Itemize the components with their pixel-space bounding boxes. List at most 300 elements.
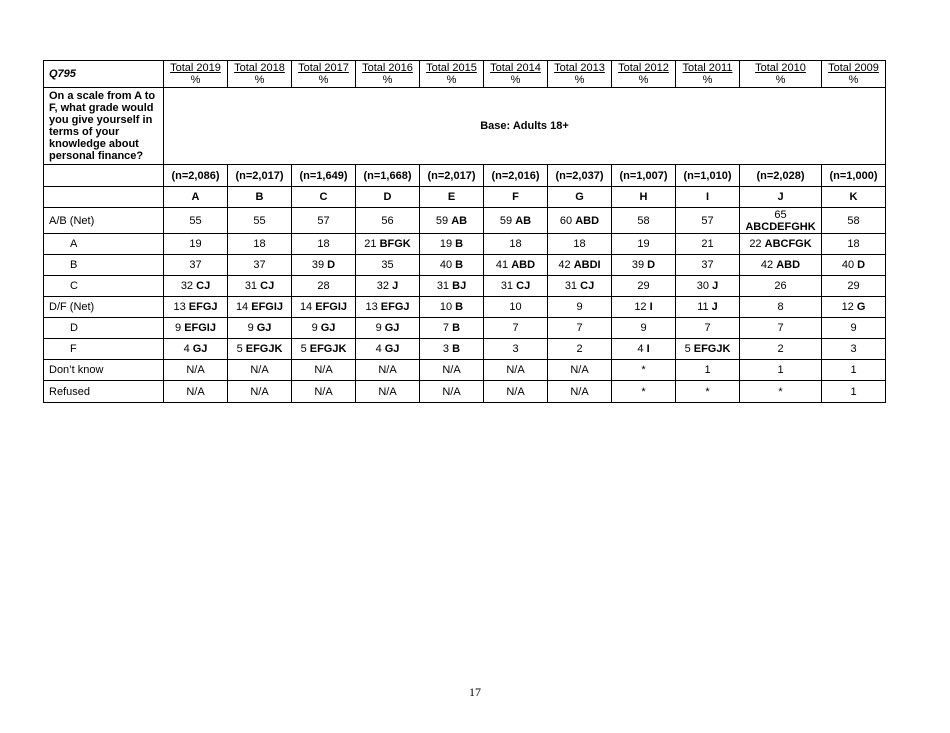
data-cell xyxy=(228,276,292,297)
cell-value: N/A xyxy=(506,385,525,398)
data-cell xyxy=(164,234,228,255)
significance-letters: J xyxy=(392,280,399,292)
cell-value: 18 xyxy=(253,238,266,250)
cell-value: 31 xyxy=(436,280,450,292)
data-cell xyxy=(420,360,484,381)
cell-value: N/A xyxy=(186,385,205,398)
cell-value: 2 xyxy=(576,343,583,355)
header-row xyxy=(44,61,886,88)
column-header xyxy=(740,61,822,88)
cell-value: 9 xyxy=(850,322,857,334)
sample-size: (n=1,649) xyxy=(292,165,356,187)
data-cell xyxy=(484,276,548,297)
significance-letters: ABD xyxy=(776,259,801,271)
cell-value: 4 xyxy=(375,343,382,355)
data-cell xyxy=(164,208,228,234)
column-header xyxy=(676,61,740,88)
data-cell xyxy=(356,339,420,360)
data-cell xyxy=(484,234,548,255)
data-cell xyxy=(420,297,484,318)
column-letter: I xyxy=(676,187,740,208)
data-cell xyxy=(356,360,420,381)
column-unit: % xyxy=(318,74,329,86)
column-name: Total 2012 xyxy=(618,62,669,74)
data-cell xyxy=(228,318,292,339)
data-cell xyxy=(228,297,292,318)
cell-value: 9 xyxy=(311,322,318,334)
table-row xyxy=(44,381,886,403)
column-header xyxy=(612,61,676,88)
cell-value: 1 xyxy=(704,364,711,376)
data-cell xyxy=(740,255,822,276)
data-cell xyxy=(612,234,676,255)
sample-size: (n=2,028) xyxy=(740,165,822,187)
data-cell xyxy=(420,381,484,403)
column-unit: % xyxy=(775,74,786,86)
column-letter: E xyxy=(420,187,484,208)
data-cell xyxy=(356,234,420,255)
data-cell xyxy=(822,339,886,360)
data-cell xyxy=(676,381,740,403)
data-cell xyxy=(740,297,822,318)
data-cell xyxy=(676,276,740,297)
row-label: D/F (Net) xyxy=(44,297,164,318)
cell-value: 18 xyxy=(573,238,586,250)
column-letter: H xyxy=(612,187,676,208)
data-cell xyxy=(484,360,548,381)
sample-size-row xyxy=(44,165,886,187)
cell-value: 10 xyxy=(509,301,522,313)
cell-value: 32 xyxy=(376,280,390,292)
data-cell xyxy=(548,276,612,297)
cell-value: N/A xyxy=(378,385,397,398)
results-table xyxy=(43,60,886,403)
cell-value: 7 xyxy=(777,322,784,334)
data-cell xyxy=(228,339,292,360)
cell-value: 7 xyxy=(442,322,450,334)
cell-value: 3 xyxy=(512,343,519,355)
cell-value: 31 xyxy=(500,280,514,292)
data-cell xyxy=(356,255,420,276)
significance-letters: AB xyxy=(451,214,468,227)
significance-letters: EFGJK xyxy=(693,343,731,355)
significance-letters: EFGJK xyxy=(245,343,283,355)
cell-value: 21 xyxy=(701,238,714,250)
significance-letters: GJ xyxy=(192,343,208,355)
cell-value: N/A xyxy=(314,364,333,376)
data-cell xyxy=(164,255,228,276)
column-unit: % xyxy=(638,74,649,86)
row-label: A xyxy=(44,234,164,255)
data-cell xyxy=(420,255,484,276)
data-cell xyxy=(292,318,356,339)
data-cell xyxy=(612,339,676,360)
cell-value: 12 xyxy=(841,301,854,313)
significance-letters: AB xyxy=(515,214,532,227)
column-header xyxy=(822,61,886,88)
sample-size: (n=1,007) xyxy=(612,165,676,187)
cell-value: 18 xyxy=(509,238,522,250)
sample-size: (n=1,010) xyxy=(676,165,740,187)
data-cell xyxy=(822,381,886,403)
data-cell xyxy=(822,208,886,234)
column-header xyxy=(548,61,612,88)
column-unit: % xyxy=(190,74,201,86)
table-row xyxy=(44,360,886,381)
cell-value: 19 xyxy=(439,238,453,250)
cell-value: 42 xyxy=(760,259,774,271)
column-unit: % xyxy=(702,74,713,86)
data-cell xyxy=(292,234,356,255)
data-cell xyxy=(548,381,612,403)
data-cell xyxy=(548,360,612,381)
data-cell xyxy=(484,208,548,234)
page-number: 17 xyxy=(469,685,481,699)
significance-letters: ABCDEFGHK xyxy=(745,220,816,233)
data-cell xyxy=(822,318,886,339)
data-cell xyxy=(292,255,356,276)
data-cell xyxy=(356,208,420,234)
data-cell xyxy=(676,297,740,318)
row-label: C xyxy=(44,276,164,297)
significance-letters: BJ xyxy=(452,280,467,292)
cell-value: N/A xyxy=(378,364,397,376)
data-cell xyxy=(292,360,356,381)
cell-value: N/A xyxy=(186,364,205,376)
cell-value: 39 xyxy=(631,259,645,271)
cell-value: 57 xyxy=(701,214,714,227)
data-cell xyxy=(484,255,548,276)
cell-value: N/A xyxy=(506,364,525,376)
cell-value: 3 xyxy=(442,343,450,355)
cell-value: 32 xyxy=(180,280,194,292)
data-cell xyxy=(228,255,292,276)
data-cell xyxy=(676,339,740,360)
sample-size: (n=2,017) xyxy=(228,165,292,187)
data-cell xyxy=(228,381,292,403)
data-cell xyxy=(292,208,356,234)
column-name: Total 2016 xyxy=(362,62,413,74)
row-label: F xyxy=(44,339,164,360)
cell-value: 55 xyxy=(189,214,202,227)
row-label: Refused xyxy=(44,381,164,403)
cell-value: 5 xyxy=(684,343,691,355)
data-cell xyxy=(740,276,822,297)
data-cell xyxy=(228,208,292,234)
sample-size: (n=2,017) xyxy=(420,165,484,187)
sample-size: (n=2,037) xyxy=(548,165,612,187)
data-cell xyxy=(356,381,420,403)
cell-value: 3 xyxy=(850,343,857,355)
column-name: Total 2010 xyxy=(755,62,806,74)
table-row xyxy=(44,208,886,234)
cell-value: 9 xyxy=(247,322,254,334)
significance-letters: D xyxy=(327,259,336,271)
data-cell xyxy=(420,339,484,360)
data-cell xyxy=(292,276,356,297)
significance-letters: EFGIJ xyxy=(315,301,348,313)
data-cell xyxy=(676,318,740,339)
data-cell xyxy=(548,318,612,339)
data-cell xyxy=(420,318,484,339)
table-row xyxy=(44,339,886,360)
cell-value: * xyxy=(778,385,783,398)
cell-value: 1 xyxy=(850,385,857,398)
significance-letters: J xyxy=(712,280,719,292)
column-unit: % xyxy=(446,74,457,86)
column-letter: J xyxy=(740,187,822,208)
data-cell xyxy=(420,234,484,255)
data-cell xyxy=(612,318,676,339)
data-cell xyxy=(548,297,612,318)
column-name: Total 2014 xyxy=(490,62,541,74)
significance-letters: ABCFGK xyxy=(764,238,812,250)
row-label: Don’t know xyxy=(44,360,164,381)
cell-value: 7 xyxy=(576,322,583,334)
cell-value: 9 xyxy=(175,322,182,334)
cell-value: N/A xyxy=(314,385,333,398)
column-letter: G xyxy=(548,187,612,208)
cell-value: 1 xyxy=(777,364,784,376)
column-name: Total 2009 xyxy=(828,62,879,74)
table-row xyxy=(44,318,886,339)
cell-value: 59 xyxy=(435,214,449,227)
cell-value: 5 xyxy=(300,343,307,355)
cell-value: N/A xyxy=(442,364,461,376)
data-cell xyxy=(740,381,822,403)
data-cell xyxy=(420,276,484,297)
cell-value: N/A xyxy=(570,385,589,398)
data-cell xyxy=(676,208,740,234)
cell-value: 57 xyxy=(317,214,330,227)
cell-value: 21 xyxy=(364,238,377,250)
cell-value: 18 xyxy=(317,238,330,250)
data-cell xyxy=(356,297,420,318)
table-row xyxy=(44,276,886,297)
cell-value: 37 xyxy=(253,259,266,271)
column-unit: % xyxy=(848,74,859,86)
sample-size: (n=1,000) xyxy=(822,165,886,187)
data-cell xyxy=(164,339,228,360)
column-letter: F xyxy=(484,187,548,208)
data-cell xyxy=(740,208,822,234)
data-cell xyxy=(822,360,886,381)
data-cell xyxy=(228,360,292,381)
significance-letters: CJ xyxy=(516,280,531,292)
sample-size: (n=2,016) xyxy=(484,165,548,187)
cell-value: * xyxy=(705,385,710,398)
cell-value: 9 xyxy=(375,322,382,334)
cell-value: 14 xyxy=(299,301,313,313)
data-cell xyxy=(420,208,484,234)
significance-letters: GJ xyxy=(256,322,272,334)
cell-value: 40 xyxy=(439,259,453,271)
data-cell xyxy=(740,360,822,381)
data-cell xyxy=(356,318,420,339)
data-cell xyxy=(822,255,886,276)
row-label: A/B (Net) xyxy=(44,208,164,234)
cell-value: 31 xyxy=(244,280,258,292)
cell-value: 12 xyxy=(634,301,647,313)
cell-value: 30 xyxy=(696,280,710,292)
cell-value: 9 xyxy=(640,322,647,334)
cell-value: 11 xyxy=(697,301,709,313)
cell-value: * xyxy=(641,364,646,376)
cell-value: 2 xyxy=(777,343,784,355)
column-unit: % xyxy=(510,74,521,86)
cell-value: 65 xyxy=(774,208,787,221)
data-cell xyxy=(484,318,548,339)
base-label: Base: Adults 18+ xyxy=(164,88,886,165)
cell-value: 13 xyxy=(365,301,378,313)
significance-letters: B xyxy=(452,343,461,355)
column-letter: B xyxy=(228,187,292,208)
cell-value: 4 xyxy=(637,343,644,355)
significance-letters: B xyxy=(455,259,464,271)
data-cell xyxy=(740,339,822,360)
sample-size: (n=2,086) xyxy=(164,165,228,187)
column-header xyxy=(164,61,228,88)
cell-value: 8 xyxy=(777,301,784,313)
question-id: Q795 xyxy=(44,61,164,88)
column-header xyxy=(292,61,356,88)
data-cell xyxy=(822,276,886,297)
data-cell xyxy=(612,208,676,234)
significance-letters: J xyxy=(711,301,718,313)
column-header xyxy=(420,61,484,88)
data-cell xyxy=(292,297,356,318)
significance-letters: D xyxy=(647,259,656,271)
column-header xyxy=(484,61,548,88)
column-letter: A xyxy=(164,187,228,208)
cell-value: 29 xyxy=(637,280,650,292)
data-cell xyxy=(228,234,292,255)
data-cell xyxy=(612,297,676,318)
significance-letters: EFGJ xyxy=(380,301,410,313)
cell-value: 60 xyxy=(559,214,573,227)
significance-letters: B xyxy=(452,322,461,334)
cell-value: 19 xyxy=(637,238,650,250)
data-cell xyxy=(612,255,676,276)
cell-value: 56 xyxy=(381,214,394,227)
significance-letters: GJ xyxy=(384,343,400,355)
significance-letters: ABDI xyxy=(573,259,601,271)
cell-value: N/A xyxy=(570,364,589,376)
significance-letters: EFGJ xyxy=(188,301,218,313)
cell-value: 1 xyxy=(850,364,857,376)
column-letter-row xyxy=(44,187,886,208)
cell-value: 28 xyxy=(317,280,330,292)
cell-value: 13 xyxy=(173,301,186,313)
cell-value: 10 xyxy=(439,301,453,313)
significance-letters: I xyxy=(646,343,650,355)
data-cell xyxy=(164,276,228,297)
significance-letters: GJ xyxy=(384,322,400,334)
cell-value: 19 xyxy=(189,238,202,250)
cell-value: 42 xyxy=(558,259,571,271)
cell-value: 39 xyxy=(311,259,325,271)
data-cell xyxy=(164,297,228,318)
data-cell xyxy=(484,339,548,360)
data-cell xyxy=(676,360,740,381)
data-cell xyxy=(676,234,740,255)
cell-value: 35 xyxy=(381,259,394,271)
column-letter: C xyxy=(292,187,356,208)
cell-value: 37 xyxy=(701,259,714,271)
table-row xyxy=(44,297,886,318)
data-cell xyxy=(740,234,822,255)
column-name: Total 2015 xyxy=(426,62,477,74)
data-cell xyxy=(292,339,356,360)
cell-value: N/A xyxy=(250,385,269,398)
column-header xyxy=(228,61,292,88)
data-cell xyxy=(822,234,886,255)
cell-value: 7 xyxy=(512,322,519,334)
data-cell xyxy=(612,381,676,403)
cell-value: 58 xyxy=(847,214,860,227)
cell-value: 37 xyxy=(189,259,202,271)
data-cell xyxy=(548,234,612,255)
cell-value: 18 xyxy=(847,238,860,250)
data-cell xyxy=(548,255,612,276)
cell-value: 7 xyxy=(704,322,711,334)
cell-value: 58 xyxy=(637,214,650,227)
data-cell xyxy=(612,360,676,381)
cell-value: 55 xyxy=(253,214,266,227)
data-cell xyxy=(676,255,740,276)
column-unit: % xyxy=(254,74,265,86)
data-cell xyxy=(822,297,886,318)
data-cell xyxy=(548,339,612,360)
data-cell xyxy=(292,381,356,403)
base-row xyxy=(44,88,886,165)
cell-value: 22 xyxy=(749,238,762,250)
sample-size: (n=1,668) xyxy=(356,165,420,187)
significance-letters: CJ xyxy=(260,280,275,292)
row-label: D xyxy=(44,318,164,339)
cell-value: N/A xyxy=(250,364,269,376)
cell-value: 26 xyxy=(774,280,787,292)
data-cell xyxy=(164,360,228,381)
column-name: Total 2017 xyxy=(298,62,349,74)
data-cell xyxy=(164,318,228,339)
significance-letters: EFGIJ xyxy=(184,322,216,334)
data-cell xyxy=(484,297,548,318)
cell-value: * xyxy=(641,385,646,398)
column-letter: K xyxy=(822,187,886,208)
significance-letters: ABD xyxy=(511,259,536,271)
cell-value: 29 xyxy=(847,280,860,292)
question-text: On a scale from A to F, what grade would you give yourself in terms of your knowledge about personal finance? xyxy=(44,88,164,165)
significance-letters: G xyxy=(856,301,866,313)
cell-value: 9 xyxy=(576,301,583,313)
column-unit: % xyxy=(382,74,393,86)
significance-letters: CJ xyxy=(196,280,211,292)
column-unit: % xyxy=(574,74,585,86)
cell-value: 4 xyxy=(183,343,190,355)
cell-value: 14 xyxy=(235,301,249,313)
cell-value: 59 xyxy=(499,214,513,227)
column-letter-label xyxy=(44,187,164,208)
data-cell xyxy=(740,318,822,339)
significance-letters: B xyxy=(455,238,464,250)
data-cell xyxy=(484,381,548,403)
column-header xyxy=(356,61,420,88)
data-cell xyxy=(548,208,612,234)
cell-value: N/A xyxy=(442,385,461,398)
significance-letters: EFGIJ xyxy=(251,301,284,313)
significance-letters: EFGJK xyxy=(309,343,347,355)
